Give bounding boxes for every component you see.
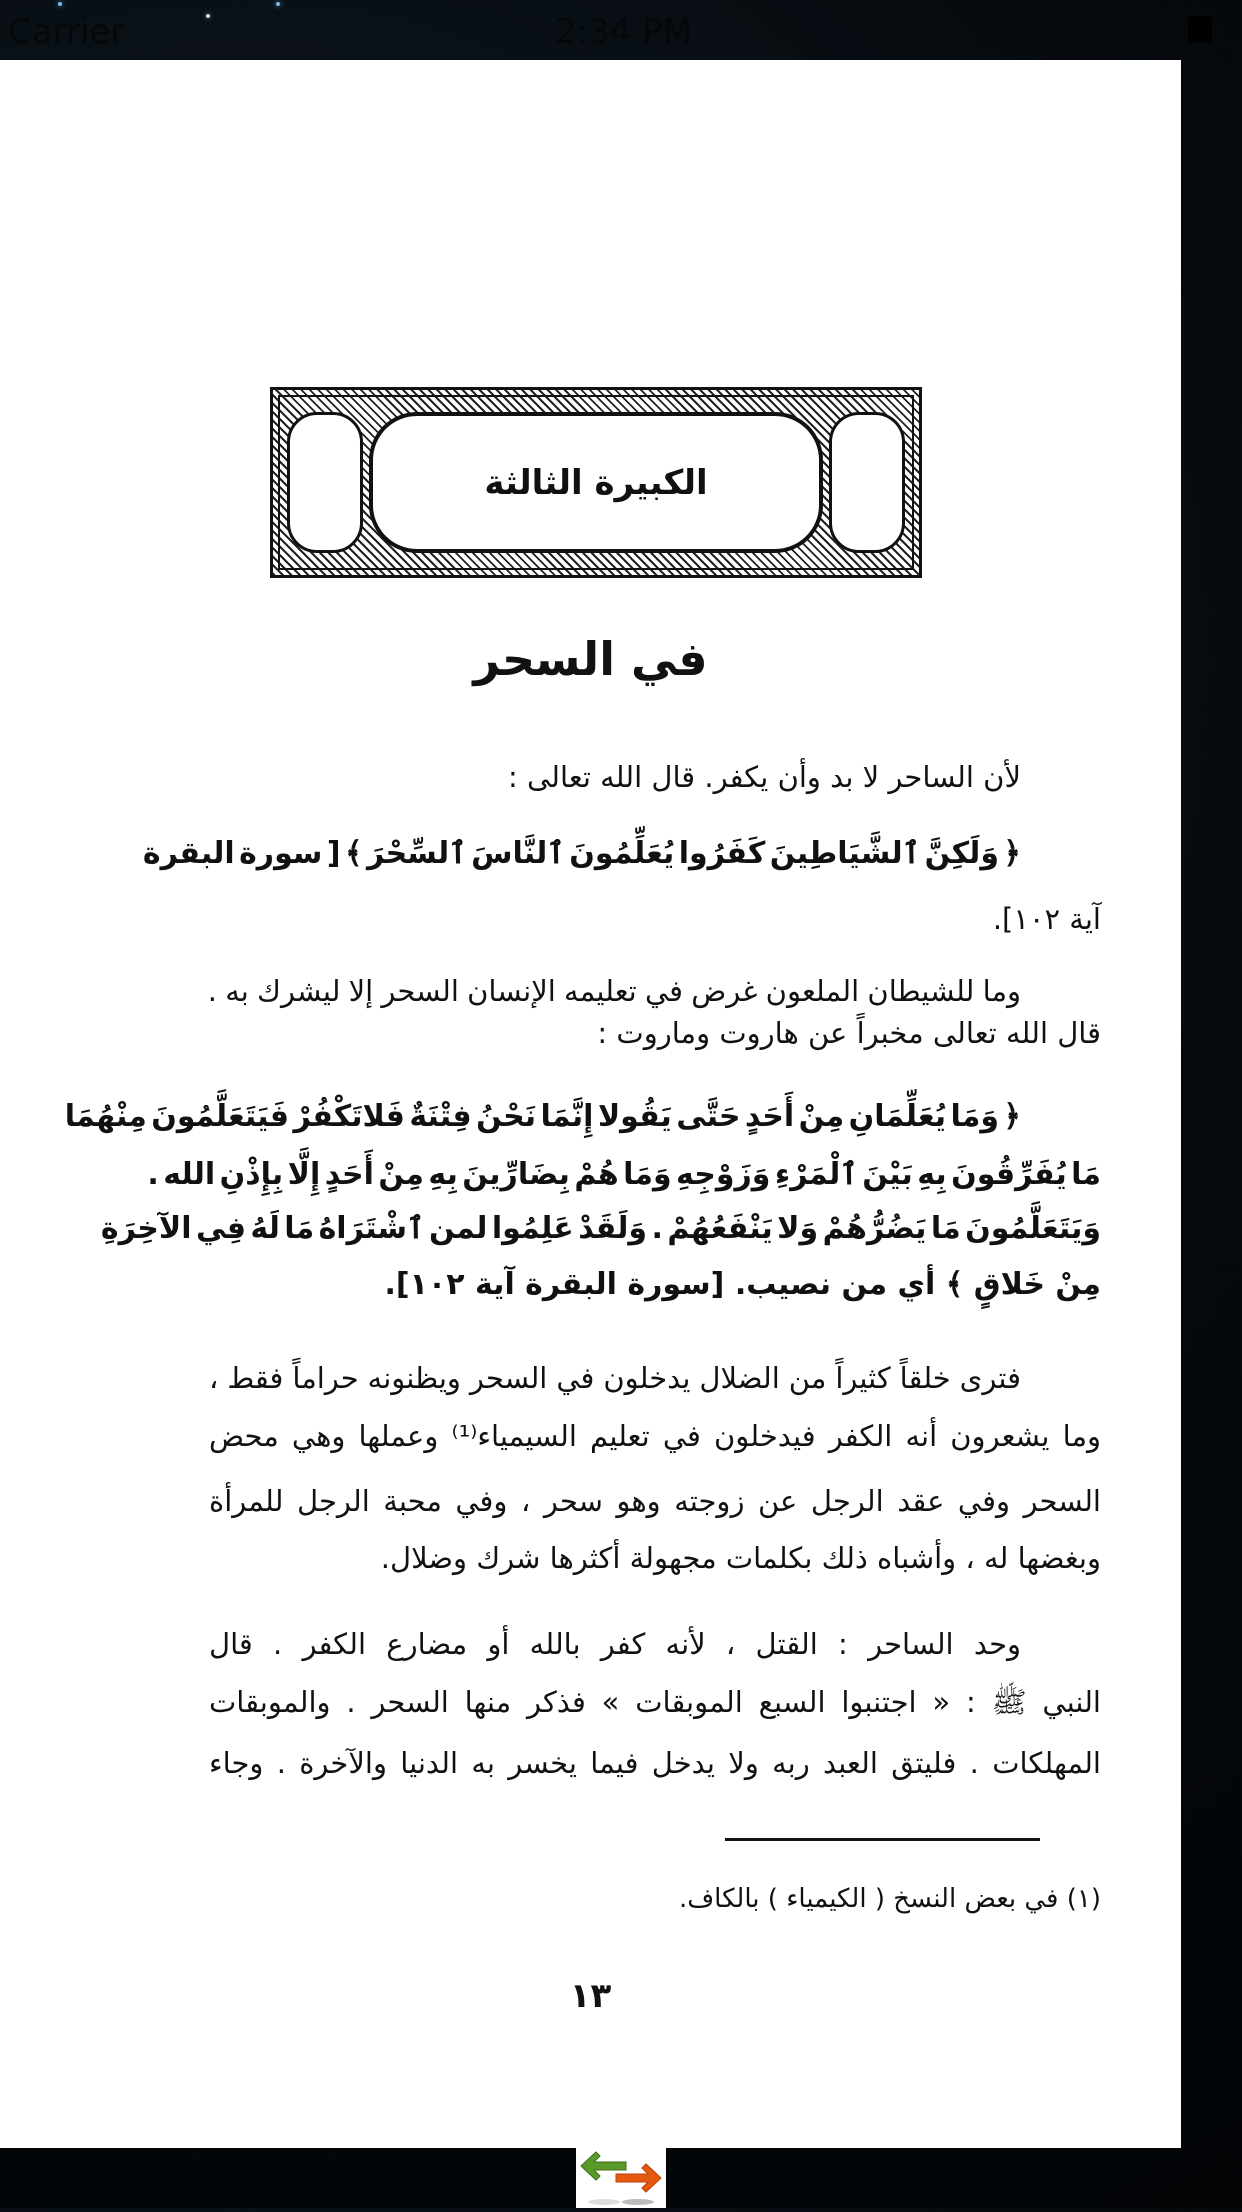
text-line: وحد الساحر : القتل ، لأنه كفر بالله أو مضارع الكفر . قال [209,1627,1021,1661]
footnote: (١) في بعض النسخ ( الكيمياء ) بالكاف. [678,1884,1101,1914]
clock: 2:34 PM [555,12,692,52]
footnote-divider [725,1838,1040,1841]
quran-line: مَا يُفَرِّقُونَ بِهِ بَيْنَ ٱلْمَرْءِ وَزَوْجِهِ وَمَا هُمْ بِضَارِّينَ بِهِ مِنْ أَحَدٍ إِلَّا بِإِذْنِ الله . [147,1157,1101,1192]
text-line: وما يشعرون أنه الكفر فيدخلون في تعليم السيمياء⁽¹⁾ وعملها وهي محض [209,1419,1101,1453]
star-decoration [276,2,280,6]
ornament-left [287,412,363,553]
status-bar [0,0,1242,60]
page-number: ١٣ [569,1976,612,2016]
swap-arrows-icon [576,2148,666,2208]
page-swap-button[interactable] [576,2148,666,2208]
text-line: لأن الساحر لا بد وأن يكفر. قال الله تعالى : [508,760,1021,794]
quran-line: ﴿ وَمَا يُعَلِّمَانِ مِنْ أَحَدٍ حَتَّى يَقُولا إِنَّمَا نَحْنُ فِتْنَةٌ فَلاتَكْفُرْ فَيَتَعَلَّمُونَ مِنْهُمَا [64,1099,1021,1134]
chapter-label: الكبيرة الثالثة [369,412,823,553]
star-decoration [206,14,210,18]
text-line: وما للشيطان الملعون غرض في تعليمه الإنسان السحر إلا ليشرك به . [207,974,1021,1008]
quran-line: ﴿ وَلَكِنَّ ٱلشَّيَاطِينَ كَفَرُوا يُعَلِّمُونَ ٱلنَّاسَ ٱلسِّحْرَ ﴾ [ سورة البقرة [142,836,1021,871]
star-decoration [58,2,62,6]
text-line: فترى خلقاً كثيراً من الضلال يدخلون في السحر ويظنونه حراماً فقط ، [209,1361,1021,1395]
chapter-header-frame [270,387,922,578]
battery-icon [1188,16,1212,42]
text-line: وبغضها له ، وأشباه ذلك بكلمات مجهولة أكثرها شرك وضلال. [380,1541,1101,1575]
text-line: المهلكات . فليتق العبد ربه ولا يدخل فيما يخسر به الدنيا والآخرة . وجاء [209,1746,1101,1780]
text-line: النبي ﷺ : « اجتنبوا السبع الموبقات » فذكر منها السحر . والموبقات [209,1685,1101,1719]
text-line: آية ١٠٢]. [992,902,1101,936]
quran-line: مِنْ خَلاقٍ ﴾ أي من نصيب. [سورة البقرة آية ١٠٢]. [384,1267,1101,1302]
text-line: قال الله تعالى مخبراً عن هاروت وماروت : [597,1016,1101,1050]
text-line: السحر وفي عقد الرجل عن زوجته وهو سحر ، وفي محبة الرجل للمرأة [209,1484,1101,1518]
carrier-label: Carrier [8,12,125,52]
quran-line: وَيَتَعَلَّمُونَ مَا يَضُرُّهُمْ وَلا يَنْفَعُهُمْ . وَلَقَدْ عَلِمُوا لمن ٱشْتَرَاهُ مَا لَهُ فِي الآخِرَةِ [100,1211,1101,1246]
ornament-right [829,412,905,553]
chapter-title: في السحر [473,632,708,686]
